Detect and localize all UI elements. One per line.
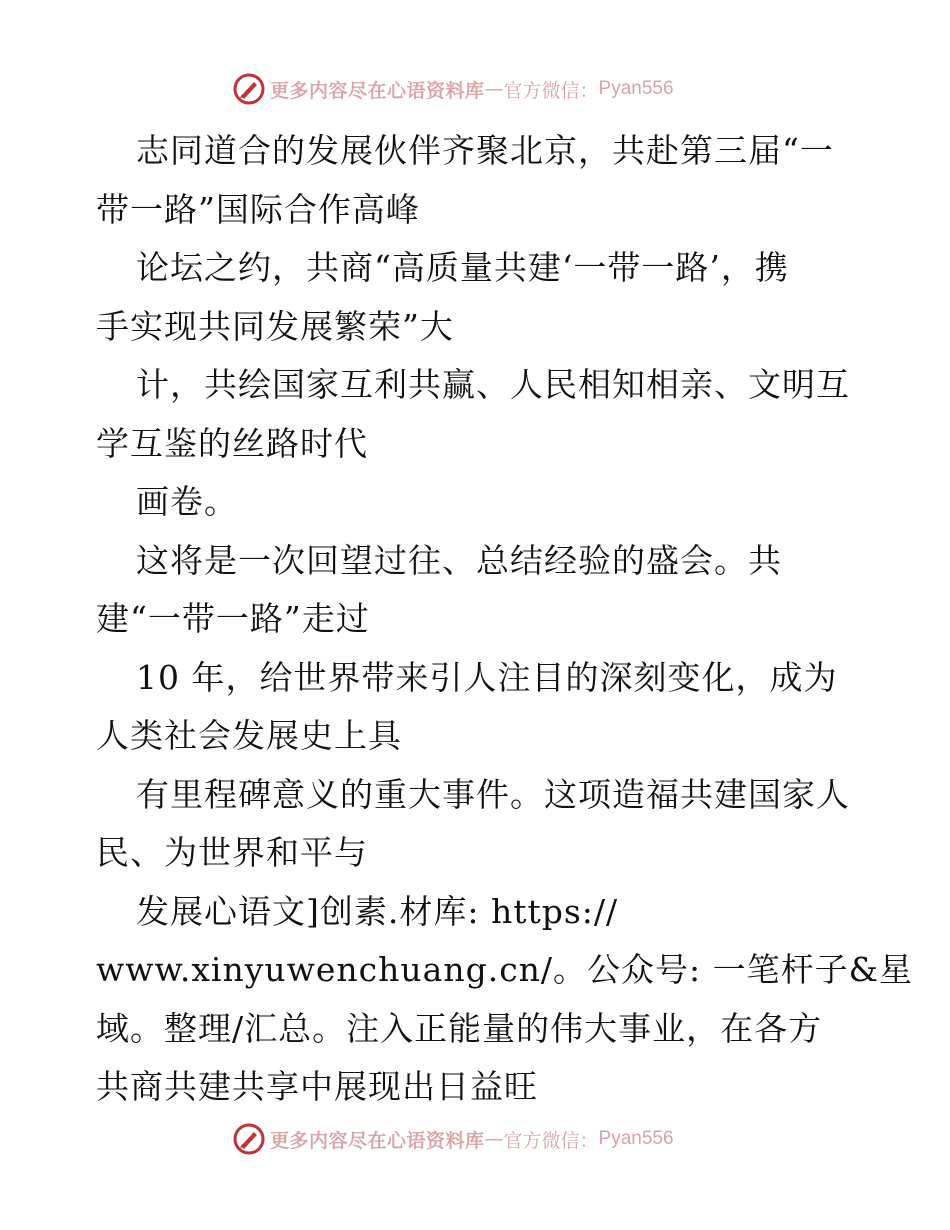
text-line: 10 年，给世界带来引人注目的深刻变化，成为 [136, 657, 838, 697]
text-line: 民、为世界和平与 [96, 833, 368, 872]
pen-logo-icon [232, 72, 266, 106]
banner-wechat-id: Pyan556 [598, 1128, 674, 1149]
text-line: 学互鉴的丝路时代 [96, 423, 368, 463]
text-line: 带一路”国际合作高峰 [96, 189, 420, 229]
banner-main-text: 更多内容尽在心语资料库 [270, 79, 485, 102]
text-line: 发展心语文]创素.材库: https:// [136, 891, 619, 931]
text-line: 论坛之约，共商“高质量共建‘一带一路’，携 [136, 248, 789, 287]
text-line: 共商共建共享中展现出日益旺 [96, 1067, 538, 1106]
footer-banner [232, 1122, 712, 1156]
header-banner [232, 72, 712, 106]
text-line: 画卷。 [136, 482, 238, 521]
text-line: 手实现共同发展繁荣”大 [96, 306, 454, 346]
text-line: www.xinyuwenchuang.cn/。公众号: 一笔杆子&星 [96, 950, 914, 989]
document-body [96, 122, 914, 1117]
text-line: 人类社会发展史上具 [96, 716, 402, 755]
text-line: 有里程碑意义的重大事件。这项造福共建国家人 [136, 774, 850, 814]
text-line: 域。整理/汇总。注入正能量的伟大事业，在各方 [96, 1008, 823, 1048]
banner-separator: — [484, 78, 504, 100]
text-line: 建“一带一路”走过 [96, 599, 370, 638]
banner-separator: — [484, 1128, 504, 1150]
banner-wechat-label: 官方微信： [503, 1129, 599, 1152]
pen-logo-icon [232, 1122, 266, 1156]
banner-wechat-id: Pyan556 [598, 78, 674, 99]
text-line: 这将是一次回望过往、总结经验的盛会。共 [136, 540, 782, 580]
banner-wechat-label: 官方微信： [503, 79, 599, 102]
banner-main-text: 更多内容尽在心语资料库 [270, 1129, 485, 1152]
text-line: 志同道合的发展伙伴齐聚北京，共赴第三届“一 [136, 131, 834, 170]
text-line: 计，共绘国家互利共赢、人民相知相亲、文明互 [136, 365, 850, 404]
